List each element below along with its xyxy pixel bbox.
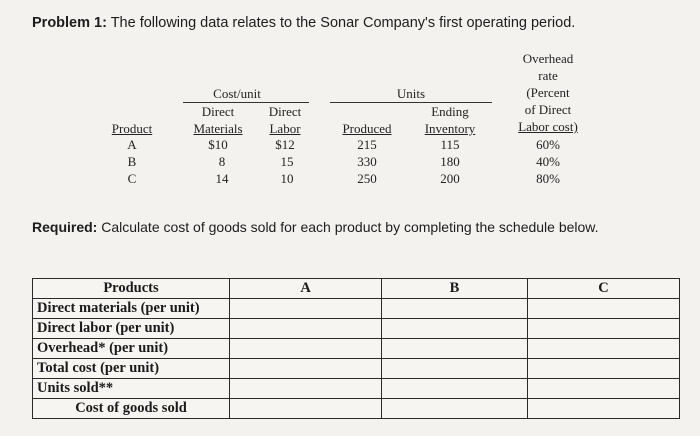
row-b-product: B: [127, 154, 137, 169]
problem-text: The following data relates to the Sonar Company's first operating period.: [106, 15, 576, 31]
row-b-direct-labor: 15: [280, 154, 294, 169]
overhead-header-line-4: of Direct: [524, 102, 572, 117]
product-header: Product: [111, 121, 153, 136]
overhead-header-line-3: (Percent: [526, 85, 570, 100]
produced-header: Produced: [342, 121, 392, 136]
row-a-produced: 215: [357, 137, 377, 152]
cell-direct-labor-a[interactable]: [230, 319, 382, 339]
products-header-cell: Products: [33, 279, 230, 299]
cogs-schedule-table: [32, 278, 680, 419]
overhead-header-line-5: Labor cost): [518, 119, 578, 134]
row-a-direct-labor: $12: [275, 137, 295, 152]
row-b-ending-inventory: 180: [440, 154, 460, 169]
units-group-rule: [330, 102, 492, 103]
cell-direct-labor-b[interactable]: [382, 319, 528, 339]
row-label-direct-labor: Direct labor (per unit): [33, 319, 230, 339]
units-header: Units: [396, 86, 426, 101]
row-a-product: A: [127, 137, 137, 152]
problem-statement: [32, 15, 575, 31]
cost-per-unit-header: Cost/unit: [213, 86, 261, 101]
required-instruction: [32, 218, 652, 236]
cell-total-cost-b[interactable]: [382, 359, 528, 379]
row-label-total-cost: Total cost (per unit): [33, 359, 230, 379]
row-label-units-sold: Units sold**: [33, 379, 230, 399]
ending-inventory-header-2: Inventory: [424, 121, 476, 136]
cell-direct-materials-a[interactable]: [230, 299, 382, 319]
direct-labor-header-2: Labor: [269, 121, 301, 136]
cell-cogs-a[interactable]: [230, 399, 382, 419]
cell-cogs-b[interactable]: [382, 399, 528, 419]
cell-units-sold-c[interactable]: [527, 379, 679, 399]
row-c-overhead-rate: 80%: [536, 171, 560, 186]
row-a-ending-inventory: 115: [440, 137, 460, 152]
row-label-cost-of-goods-sold: Cost of goods sold: [33, 399, 230, 419]
table-row: [33, 359, 680, 379]
cell-total-cost-a[interactable]: [230, 359, 382, 379]
row-a-direct-materials: $10: [208, 137, 228, 152]
table-row: [33, 379, 680, 399]
cell-units-sold-b[interactable]: [382, 379, 528, 399]
overhead-header-line-2: rate: [538, 68, 558, 83]
table-row: [33, 299, 680, 319]
direct-materials-header-1: Direct: [201, 104, 235, 119]
cell-direct-materials-b[interactable]: [382, 299, 528, 319]
column-a-header: A: [230, 279, 382, 299]
row-label-direct-materials: Direct materials (per unit): [33, 299, 230, 319]
row-c-direct-materials: 14: [215, 171, 229, 186]
cell-overhead-c[interactable]: [527, 339, 679, 359]
row-c-ending-inventory: 200: [440, 171, 460, 186]
ending-inventory-header-1: Ending: [431, 104, 469, 119]
cell-units-sold-a[interactable]: [230, 379, 382, 399]
cell-overhead-b[interactable]: [382, 339, 528, 359]
cell-direct-materials-c[interactable]: [527, 299, 679, 319]
schedule-header-row: [33, 279, 680, 299]
row-label-overhead: Overhead* (per unit): [33, 339, 230, 359]
row-c-direct-labor: 10: [280, 171, 294, 186]
row-b-produced: 330: [357, 154, 377, 169]
row-a-overhead-rate: 60%: [536, 137, 560, 152]
overhead-header-line-1: Overhead: [522, 51, 574, 66]
table-row: [33, 399, 680, 419]
row-c-product: C: [127, 171, 137, 186]
cell-cogs-c[interactable]: [527, 399, 679, 419]
column-c-header: C: [527, 279, 679, 299]
cell-overhead-a[interactable]: [230, 339, 382, 359]
table-row: [33, 319, 680, 339]
table-row: [33, 339, 680, 359]
row-c-produced: 250: [357, 171, 377, 186]
direct-materials-header-2: Materials: [193, 121, 243, 136]
direct-labor-header-1: Direct: [268, 104, 302, 119]
problem-label: Problem 1:: [32, 15, 107, 31]
column-b-header: B: [382, 279, 528, 299]
cost-group-rule: [183, 102, 309, 103]
row-b-direct-materials: 8: [218, 154, 226, 169]
required-text: Calculate cost of goods sold for each product by completing the schedule below.: [97, 219, 599, 235]
cell-total-cost-c[interactable]: [527, 359, 679, 379]
row-b-overhead-rate: 40%: [536, 154, 560, 169]
required-label: Required:: [32, 219, 98, 235]
cell-direct-labor-c[interactable]: [527, 319, 679, 339]
